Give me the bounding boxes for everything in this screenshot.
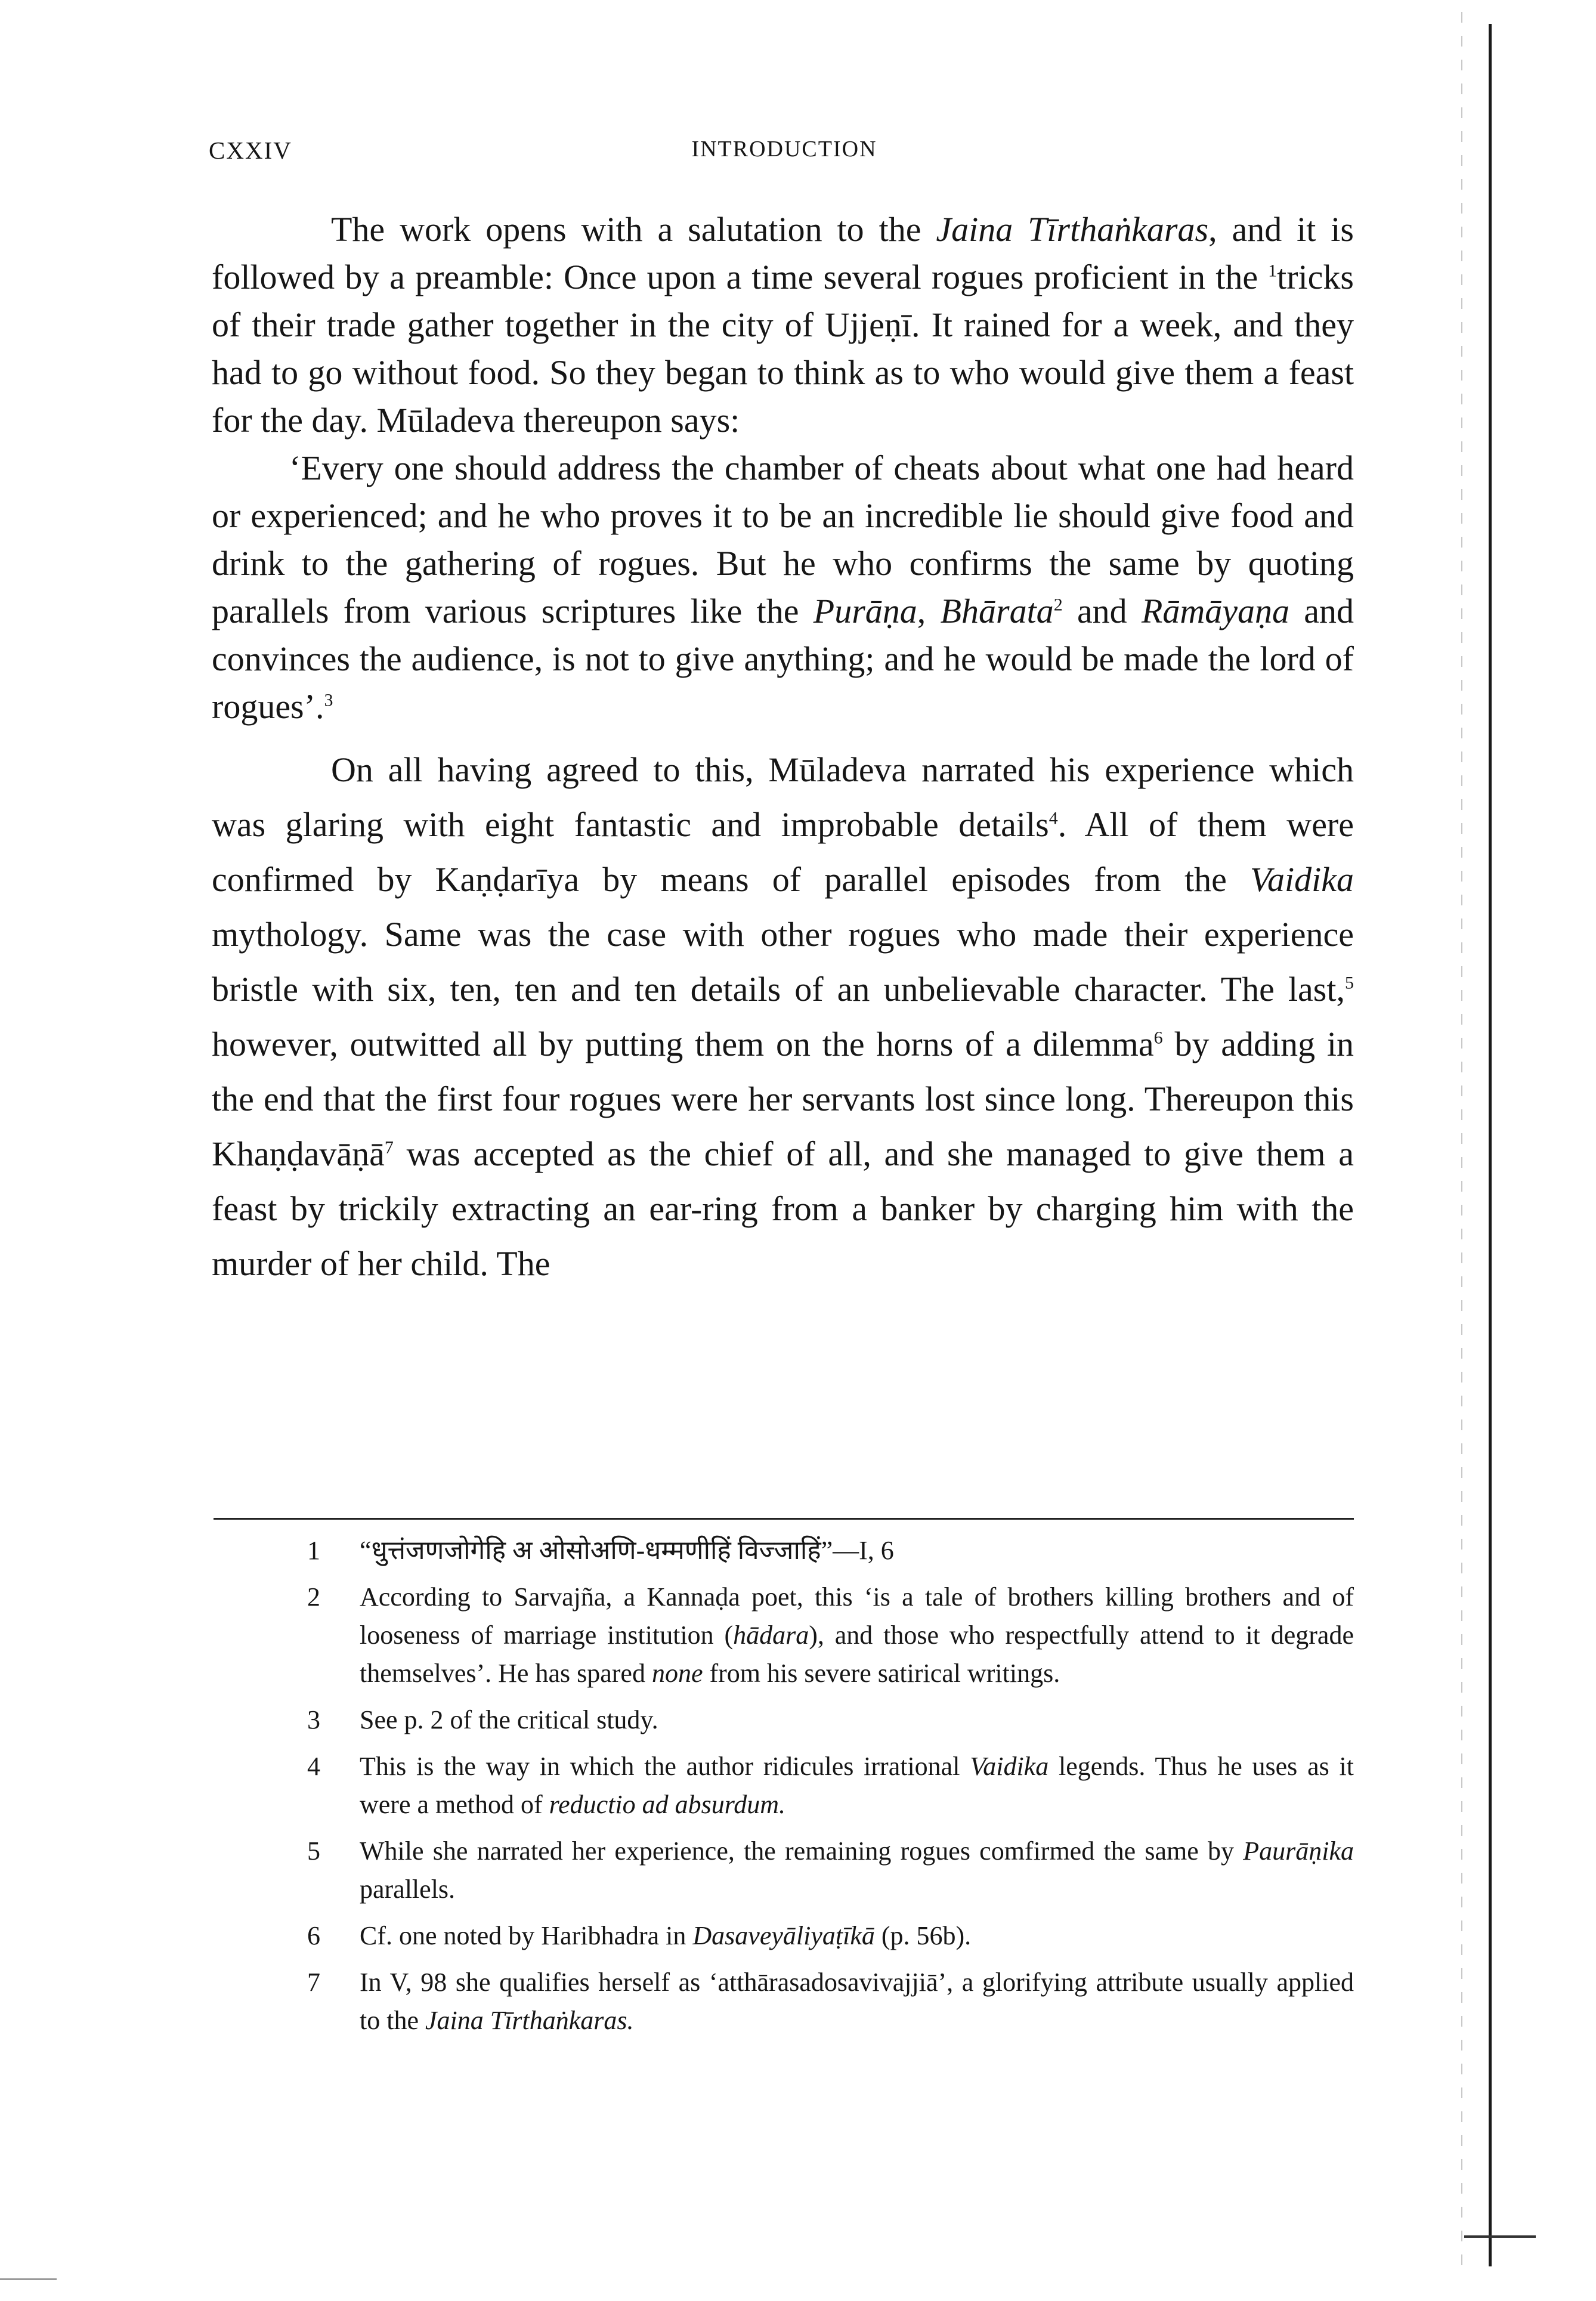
footnote-ref-2: 2 — [1053, 595, 1063, 615]
footnote — [307, 1917, 1354, 1955]
footnote — [307, 1832, 1354, 1909]
footnote-text-segment: According to Sarvajña, a Kannaḍa poet, this ‘is a tale of brothers killing brothers and of looseness of marriage institution ( — [360, 1582, 1354, 1650]
vaidika-term: Vaidika — [1250, 860, 1354, 899]
footnote-ref-1: 1 — [1268, 261, 1278, 281]
footnote-text-segment: “धुत्तंजणजोगेहि अ ओसोअणि-धम्मणीहिं विज्जाहिं”—I, 6 — [360, 1536, 894, 1565]
footnote-text-segment: See p. 2 of the critical study. — [360, 1705, 658, 1734]
footnote-ref-4: 4 — [1048, 808, 1058, 828]
footnote-text — [360, 1748, 1354, 1824]
footnotes — [307, 1532, 1354, 2048]
footnote-text-segment: from his severe satirical writings. — [703, 1659, 1060, 1688]
footnote — [307, 1748, 1354, 1824]
page-header — [209, 136, 1360, 172]
footnote-number: 4 — [307, 1752, 320, 1781]
footnote-text — [360, 1832, 1354, 1909]
binding-edge-line — [1489, 24, 1492, 2266]
footnote-ref-6: 6 — [1153, 1028, 1163, 1048]
paragraph-preamble: The work opens with a salutation to the Jaina Tīrthaṅkaras, and it is followed by a preamble: Once upon a time several rogues proficient in the $^1$tricks of their trade gather together in the city of Ujjeṇī. It rained for a week, and they had to go without food. So they began to think as to who would give them a feast for the day. Mūladeva thereupon says: — [212, 210, 1354, 440]
footnote-text-segment: While she narrated her experience, the remaining rogues comfirmed the same by — [360, 1836, 1244, 1866]
footnote-text — [360, 1701, 1354, 1739]
footnote-text-segment: legends. Thus he uses as it were a method of — [360, 1752, 1354, 1819]
footnote-italic-term: Vaidika — [970, 1752, 1049, 1781]
footnote-text-segment: (p. 56b). — [874, 1921, 972, 1950]
paragraph-narration: On all having agreed to this, Mūladeva narrated his experience which was glaring with eight fantastic and improbable details$^4$. All of them were confirmed by Kaṇḍarīya by means of parallel episodes from the Vaidika mythology. Same was the case with other rogues who made their experience bristle with six, ten, ten and ten details of an unbelievable character. The last,$^5$ however, outwitted all by putting them on the horns of a dilemma$^6$ by adding in the end that the first four rogues were her servants lost since long. Thereupon this Khaṇḍavāṇā$^7$ was accepted as the chief of all, and she managed to give them a feast by trickily extracting an ear-ring from a banker by charging him with the murder of her child. The — [212, 750, 1354, 1283]
binding-edge-foot — [1464, 2235, 1536, 2238]
ramayana-term: Rāmāyaṇa — [1141, 592, 1290, 630]
running-title: INTRODUCTION — [691, 137, 877, 162]
purana-term: Purāṇa — [813, 592, 917, 630]
footnote-italic-term: Jaina Tīrthaṅkaras. — [425, 2006, 634, 2035]
footnote-italic-term: reductio ad absurdum. — [549, 1790, 786, 1819]
footnote-italic-term: hādara — [733, 1620, 809, 1650]
footnote-text-segment: ), and those who respectfully attend to it degrade themselves’. He has spared — [360, 1620, 1354, 1688]
binding-edge-shadow — [1461, 12, 1462, 2272]
footnote-text — [360, 1532, 1354, 1570]
footnote-text — [360, 1963, 1354, 2040]
footnote-separator — [214, 1518, 1354, 1520]
footnote-italic-term: none — [651, 1659, 703, 1688]
footnote-number: 2 — [307, 1582, 320, 1612]
page-number: CXXIV — [209, 137, 292, 164]
jaina-term: Jaina Tīrthaṅkaras — [936, 210, 1209, 249]
footnote-text-segment: In V, 98 she qualifies herself as ‘atthārasadosavivajjiā’, a glorifying attribute usually applied to the — [360, 1968, 1354, 2035]
footnote — [307, 1701, 1354, 1739]
footnote-text-segment: parallels. — [360, 1875, 456, 1904]
footnote — [307, 1578, 1354, 1693]
footnote-ref-3: 3 — [324, 690, 333, 710]
footnote-text-segment: This is the way in which the author ridicules irrational — [360, 1752, 970, 1781]
footnote-number: 6 — [307, 1921, 320, 1950]
footnote-text — [360, 1917, 1354, 1955]
footnote — [307, 1963, 1354, 2040]
footnote-ref-5: 5 — [1345, 973, 1354, 993]
main-text — [212, 206, 1354, 1291]
footnote-italic-term: Dasaveyāliyaṭīkā — [692, 1921, 875, 1950]
footnote-italic-term: Paurāṇika — [1243, 1836, 1354, 1866]
footnote-text-segment: Cf. one noted by Haribhadra in — [360, 1921, 693, 1950]
footnote-number: 5 — [307, 1836, 320, 1866]
scan-corner-mark — [0, 2278, 57, 2280]
footnote-text — [360, 1578, 1354, 1693]
footnote-number: 1 — [307, 1536, 320, 1565]
bharata-term: Bhārata — [940, 592, 1054, 630]
paragraph-quote: ‘Every one should address the chamber of cheats about what one had heard or experienced; and he who proves it to be an incredible lie should give food and drink to the gathering of rogues. But he who confirms the same by quoting parallels from various scriptures like the Purāṇa, Bhārata$^2$ and Rāmāyaṇa and convinces the audience, is not to give anything; and he would be made the lord of rogues’.$^3$ — [212, 449, 1354, 726]
footnote-number: 7 — [307, 1968, 320, 1997]
footnote — [307, 1532, 1354, 1570]
footnote-ref-7: 7 — [384, 1137, 394, 1158]
footnote-number: 3 — [307, 1705, 320, 1734]
